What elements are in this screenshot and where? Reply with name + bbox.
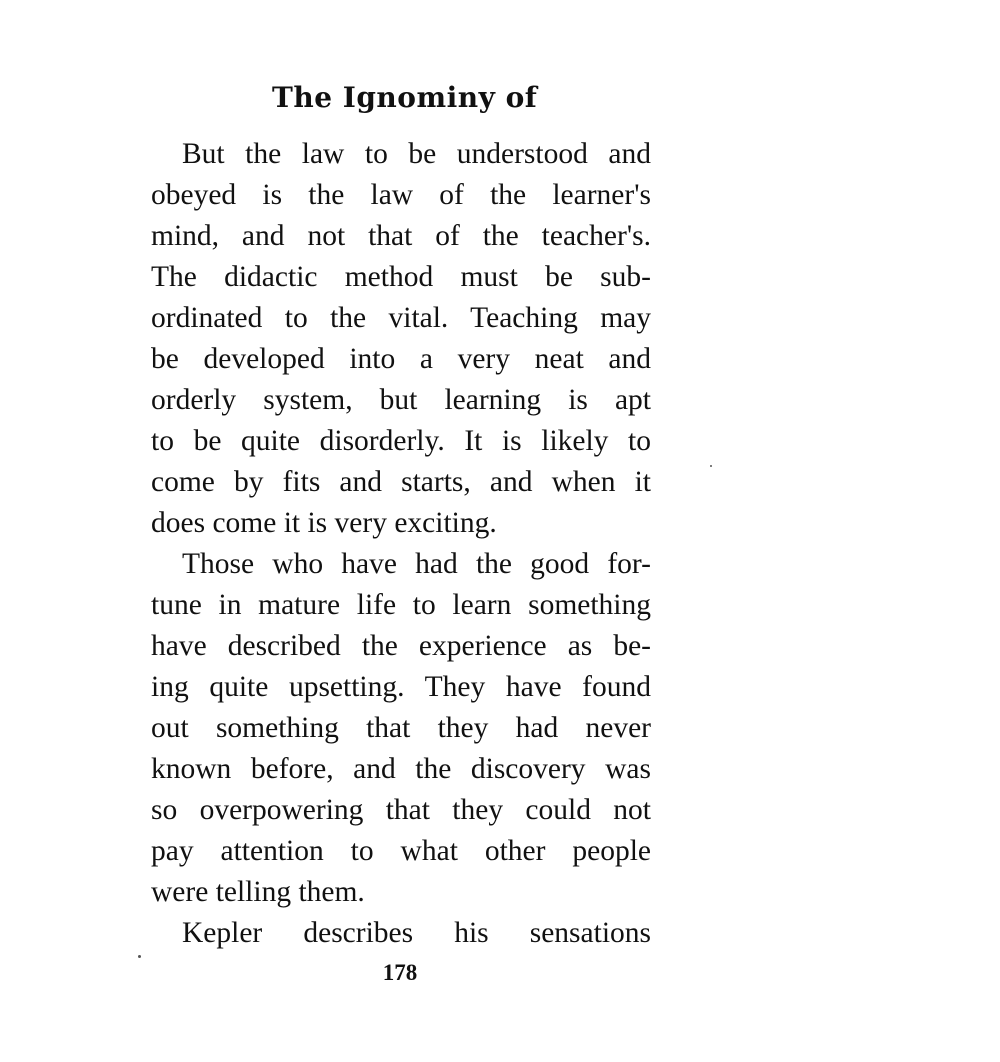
body-text <box>151 134 651 954</box>
text-line: But the law to be understood and <box>182 138 651 170</box>
text-line: orderly system, but learning is apt <box>151 384 651 416</box>
page-number: 178 <box>382 960 418 985</box>
text-line: to be quite disorderly. It is likely to <box>151 425 651 457</box>
text-line: have described the experience as be- <box>151 630 651 662</box>
text-line: come by fits and starts, and when it <box>151 466 651 498</box>
text-line: known before, and the discovery was <box>151 753 651 785</box>
text-line: tune in mature life to learn something <box>151 589 651 621</box>
text-line: mind, and not that of the teacher's. <box>151 220 651 252</box>
text-line: be developed into a very neat and <box>151 343 651 375</box>
text-line: so overpowering that they could not <box>151 794 651 826</box>
text-line: The didactic method must be sub- <box>151 261 651 293</box>
paragraph-2 <box>151 544 651 913</box>
text-line: ordinated to the vital. Teaching may <box>151 302 651 334</box>
text-line: out something that they had never <box>151 712 651 744</box>
text-line: pay attention to what other people <box>151 835 651 867</box>
paragraph-3 <box>151 913 651 954</box>
text-line: ing quite upsetting. They have found <box>151 671 651 703</box>
paragraph-1 <box>151 134 651 544</box>
text-line: does come it is very exciting. <box>151 507 497 539</box>
running-header: The Ignominy of <box>272 81 538 114</box>
print-speck <box>138 955 141 958</box>
text-line: were telling them. <box>151 876 365 908</box>
text-line: obeyed is the law of the learner's <box>151 179 651 211</box>
text-line: Those who have had the good for- <box>182 548 651 580</box>
text-line: Kepler describes his sensations <box>182 917 651 949</box>
print-speck <box>710 465 712 467</box>
